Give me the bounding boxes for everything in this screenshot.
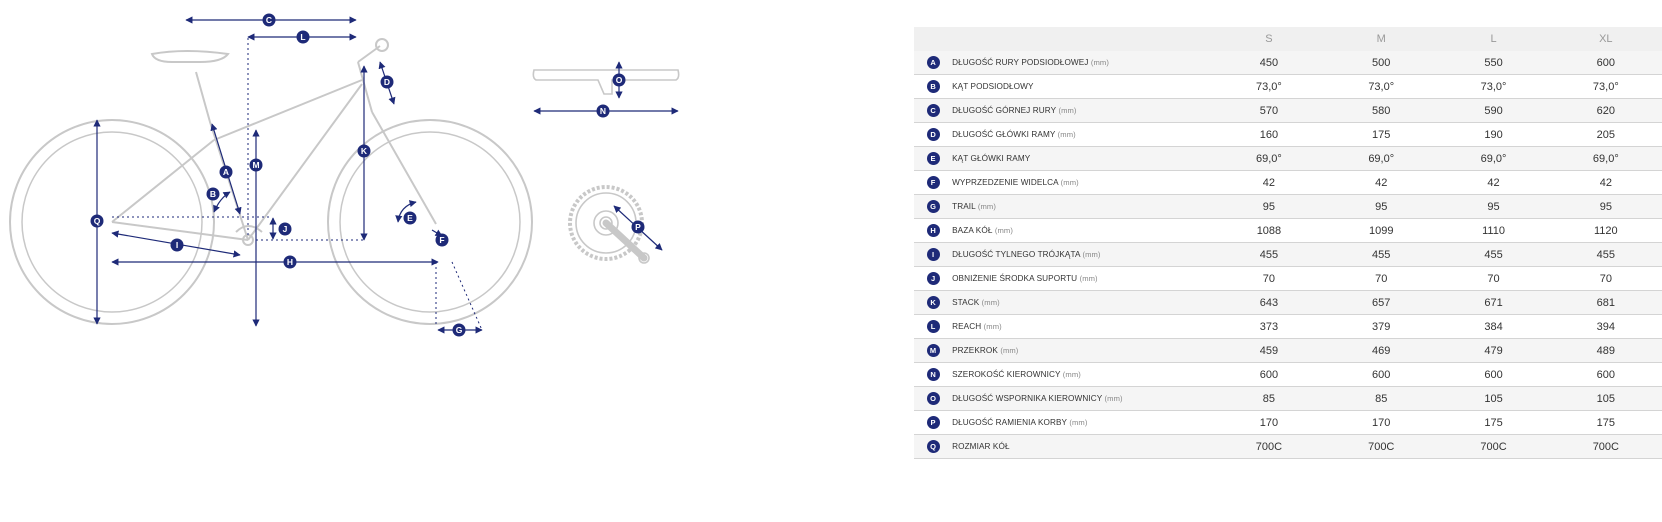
table-row (914, 267, 1662, 291)
row-label-cell (952, 171, 1213, 195)
row-label-cell (952, 243, 1213, 267)
table-row (914, 363, 1662, 387)
row-badge-cell (914, 147, 952, 171)
value-cell-xl: 69,0° (1550, 147, 1662, 171)
table-row (914, 147, 1662, 171)
table-row (914, 195, 1662, 219)
diagram-badge-j (279, 223, 292, 236)
row-badge-cell (914, 315, 952, 339)
table-row (914, 171, 1662, 195)
value-cell-s: 455 (1213, 243, 1325, 267)
row-label: STACK (952, 298, 980, 307)
crankset-detail (570, 187, 662, 263)
value-cell-m: 657 (1325, 291, 1437, 315)
row-key-badge: A (927, 56, 940, 69)
row-badge-cell (914, 243, 952, 267)
value-cell-xl: 1120 (1550, 219, 1662, 243)
row-label-cell (952, 387, 1213, 411)
value-cell-xl: 681 (1550, 291, 1662, 315)
diagram-badge-f (436, 234, 449, 247)
row-label: WYPRZEDZENIE WIDELCA (952, 178, 1059, 187)
row-label: DŁUGOŚĆ GŁÓWKI RAMY (952, 130, 1056, 139)
row-unit: (mm) (1090, 58, 1109, 67)
value-cell-l: 95 (1437, 195, 1549, 219)
value-cell-m: 600 (1325, 363, 1437, 387)
value-cell-m: 500 (1325, 51, 1437, 75)
row-key-badge: B (927, 80, 940, 93)
table-row (914, 99, 1662, 123)
header-label-cell (952, 27, 1213, 51)
value-cell-s: 700C (1213, 435, 1325, 459)
diagram-badge-c (263, 14, 276, 27)
diagram-badge-label: C (265, 15, 273, 26)
geometry-table-body (914, 51, 1662, 459)
diagram-badge-k (358, 145, 371, 158)
value-cell-l: 175 (1437, 411, 1549, 435)
row-key-badge: K (927, 296, 940, 309)
down-tube (248, 84, 362, 240)
value-cell-xl: 600 (1550, 51, 1662, 75)
row-unit: (mm) (983, 322, 1002, 331)
fork (372, 112, 436, 224)
row-label: BAZA KÓŁ (952, 226, 993, 235)
diagram-badge-label: L (300, 32, 306, 43)
diagram-badge-label: D (383, 77, 391, 88)
row-key-badge: C (927, 104, 940, 117)
row-label: KĄT PODSIODŁOWY (952, 82, 1034, 91)
diagram-badge-h (284, 256, 297, 269)
row-label-cell (952, 291, 1213, 315)
table-row (914, 411, 1662, 435)
value-cell-s: 85 (1213, 387, 1325, 411)
row-key-badge: H (927, 224, 940, 237)
diagram-badge-label: J (282, 224, 288, 235)
row-key-badge: N (927, 368, 940, 381)
reference-lines (112, 38, 482, 330)
row-badge-cell (914, 51, 952, 75)
value-cell-s: 450 (1213, 51, 1325, 75)
value-cell-s: 160 (1213, 123, 1325, 147)
value-cell-s: 69,0° (1213, 147, 1325, 171)
table-row (914, 219, 1662, 243)
row-label-cell (952, 123, 1213, 147)
value-cell-m: 580 (1325, 99, 1437, 123)
value-cell-xl: 455 (1550, 243, 1662, 267)
value-cell-m: 170 (1325, 411, 1437, 435)
row-badge-cell (914, 123, 952, 147)
row-label-cell (952, 267, 1213, 291)
value-cell-l: 69,0° (1437, 147, 1549, 171)
value-cell-l: 1110 (1437, 219, 1549, 243)
value-cell-s: 73,0° (1213, 75, 1325, 99)
value-cell-m: 379 (1325, 315, 1437, 339)
value-cell-l: 190 (1437, 123, 1549, 147)
diagram-badge-label: O (615, 75, 623, 86)
row-label-cell (952, 195, 1213, 219)
value-cell-m: 700C (1325, 435, 1437, 459)
row-badge-cell (914, 339, 952, 363)
row-label: KĄT GŁÓWKI RAMY (952, 154, 1031, 163)
value-cell-xl: 105 (1550, 387, 1662, 411)
value-cell-xl: 205 (1550, 123, 1662, 147)
row-label: PRZEKROK (952, 346, 998, 355)
chain-stay (112, 222, 248, 240)
geometry-table (914, 27, 1662, 459)
value-cell-l: 455 (1437, 243, 1549, 267)
row-unit: (mm) (1079, 274, 1098, 283)
top-tube (214, 80, 362, 140)
table-row (914, 315, 1662, 339)
row-label-cell (952, 339, 1213, 363)
row-key-badge: I (927, 248, 940, 261)
diagram-badge-label: F (439, 235, 445, 246)
value-cell-xl: 394 (1550, 315, 1662, 339)
row-label-cell (952, 363, 1213, 387)
value-cell-l: 105 (1437, 387, 1549, 411)
diagram-badge-p (632, 221, 645, 234)
row-label-cell (952, 219, 1213, 243)
row-label-cell (952, 411, 1213, 435)
value-cell-l: 42 (1437, 171, 1549, 195)
diagram-badge-o (613, 74, 626, 87)
row-label: DŁUGOŚĆ GÓRNEJ RURY (952, 106, 1057, 115)
diagram-badge-label: H (286, 257, 294, 268)
value-cell-l: 590 (1437, 99, 1549, 123)
row-badge-cell (914, 171, 952, 195)
value-cell-l: 600 (1437, 363, 1549, 387)
diagram-badge-label: K (360, 146, 368, 157)
row-label: DŁUGOŚĆ TYLNEGO TRÓJKĄTA (952, 250, 1081, 259)
row-label: SZEROKOŚĆ KIEROWNICY (952, 370, 1061, 379)
diagram-badge-q (91, 215, 104, 228)
value-cell-m: 95 (1325, 195, 1437, 219)
size-header-s: S (1213, 27, 1325, 51)
row-unit: (mm) (1104, 394, 1123, 403)
value-cell-xl: 73,0° (1550, 75, 1662, 99)
row-label: OBNIŻENIE ŚRODKA SUPORTU (952, 274, 1078, 283)
seat-stay (112, 140, 217, 222)
value-cell-xl: 700C (1550, 435, 1662, 459)
row-key-badge: G (927, 200, 940, 213)
value-cell-m: 42 (1325, 171, 1437, 195)
diagram-badge-label: A (222, 167, 230, 178)
row-label: DŁUGOŚĆ RURY PODSIODŁOWEJ (952, 58, 1089, 67)
value-cell-xl: 620 (1550, 99, 1662, 123)
table-row (914, 123, 1662, 147)
dimension-arrows (97, 20, 482, 330)
row-badge-cell (914, 411, 952, 435)
row-unit: (mm) (1062, 370, 1081, 379)
diagram-badge-label: I (175, 240, 179, 251)
value-cell-m: 85 (1325, 387, 1437, 411)
value-cell-s: 643 (1213, 291, 1325, 315)
diagram-badge-g (453, 324, 466, 337)
value-cell-m: 455 (1325, 243, 1437, 267)
diagram-badge-i (171, 239, 184, 252)
row-label: TRAIL (952, 202, 976, 211)
value-cell-l: 671 (1437, 291, 1549, 315)
value-cell-s: 95 (1213, 195, 1325, 219)
diagram-badge-e (404, 212, 417, 225)
row-badge-cell (914, 75, 952, 99)
value-cell-s: 459 (1213, 339, 1325, 363)
row-label: DŁUGOŚĆ RAMIENIA KORBY (952, 418, 1067, 427)
value-cell-s: 42 (1213, 171, 1325, 195)
row-badge-cell (914, 363, 952, 387)
row-label-cell (952, 51, 1213, 75)
diagram-badge-label: M (252, 160, 260, 171)
value-cell-m: 69,0° (1325, 147, 1437, 171)
diagram-badge-label: N (599, 106, 607, 117)
saddle (152, 51, 228, 62)
table-row (914, 339, 1662, 363)
value-cell-l: 550 (1437, 51, 1549, 75)
header-badge-cell (914, 27, 952, 51)
row-unit: (mm) (1058, 106, 1077, 115)
row-label-cell (952, 99, 1213, 123)
handlebar-detail (533, 62, 678, 111)
value-cell-xl: 489 (1550, 339, 1662, 363)
value-cell-l: 479 (1437, 339, 1549, 363)
value-cell-xl: 95 (1550, 195, 1662, 219)
value-cell-s: 600 (1213, 363, 1325, 387)
value-cell-m: 70 (1325, 267, 1437, 291)
row-unit: (mm) (1069, 418, 1088, 427)
row-unit: (mm) (994, 226, 1013, 235)
diagram-badge-label: P (635, 222, 641, 233)
front-rim (340, 132, 520, 312)
value-cell-xl: 42 (1550, 171, 1662, 195)
table-header-row (914, 27, 1662, 51)
table-row (914, 243, 1662, 267)
row-key-badge: E (927, 152, 940, 165)
value-cell-m: 175 (1325, 123, 1437, 147)
row-label-cell (952, 147, 1213, 171)
table-row (914, 387, 1662, 411)
size-header-m: M (1325, 27, 1437, 51)
diagram-badge-label: E (407, 213, 413, 224)
diagram-badge-label: G (455, 325, 463, 336)
table-row (914, 51, 1662, 75)
row-badge-cell (914, 291, 952, 315)
value-cell-l: 73,0° (1437, 75, 1549, 99)
row-key-badge: M (927, 344, 940, 357)
value-cell-l: 70 (1437, 267, 1549, 291)
row-unit: (mm) (981, 298, 1000, 307)
table-row (914, 435, 1662, 459)
diagram-badge-m (250, 159, 263, 172)
row-key-badge: L (927, 320, 940, 333)
row-badge-cell (914, 435, 952, 459)
value-cell-s: 70 (1213, 267, 1325, 291)
diagram-badge-a (220, 166, 233, 179)
row-unit: (mm) (1060, 178, 1079, 187)
row-unit: (mm) (1082, 250, 1101, 259)
table-row (914, 291, 1662, 315)
value-cell-m: 469 (1325, 339, 1437, 363)
row-badge-cell (914, 219, 952, 243)
handlebar-end (376, 39, 388, 51)
bike-outline (10, 39, 532, 324)
diagram-badge-label: Q (93, 216, 101, 227)
row-label-cell (952, 435, 1213, 459)
value-cell-l: 700C (1437, 435, 1549, 459)
row-label-cell (952, 75, 1213, 99)
diagram-badge-l (297, 31, 310, 44)
row-unit: (mm) (1000, 346, 1019, 355)
row-key-badge: Q (927, 440, 940, 453)
row-label: REACH (952, 322, 982, 331)
row-badge-cell (914, 195, 952, 219)
value-cell-xl: 70 (1550, 267, 1662, 291)
row-label-cell (952, 315, 1213, 339)
table-row (914, 75, 1662, 99)
row-unit: (mm) (977, 202, 996, 211)
value-cell-m: 73,0° (1325, 75, 1437, 99)
value-cell-l: 384 (1437, 315, 1549, 339)
row-key-badge: D (927, 128, 940, 141)
row-key-badge: O (927, 392, 940, 405)
size-header-xl: XL (1550, 27, 1662, 51)
row-key-badge: P (927, 416, 940, 429)
value-cell-xl: 600 (1550, 363, 1662, 387)
value-cell-xl: 175 (1550, 411, 1662, 435)
row-unit: (mm) (1057, 130, 1076, 139)
row-key-badge: J (927, 272, 940, 285)
diagram-badge-n (597, 105, 610, 118)
row-label: ROZMIAR KÓŁ (952, 442, 1010, 451)
diagram-badge-b (207, 188, 220, 201)
diagram-badge-label: B (209, 189, 217, 200)
size-header-l: L (1437, 27, 1549, 51)
row-badge-cell (914, 267, 952, 291)
value-cell-s: 1088 (1213, 219, 1325, 243)
row-key-badge: F (927, 176, 940, 189)
row-badge-cell (914, 387, 952, 411)
value-cell-s: 570 (1213, 99, 1325, 123)
value-cell-s: 170 (1213, 411, 1325, 435)
value-cell-m: 1099 (1325, 219, 1437, 243)
row-label: DŁUGOŚĆ WSPORNIKA KIEROWNICY (952, 394, 1103, 403)
diagram-badge-d (381, 76, 394, 89)
value-cell-s: 373 (1213, 315, 1325, 339)
row-badge-cell (914, 99, 952, 123)
